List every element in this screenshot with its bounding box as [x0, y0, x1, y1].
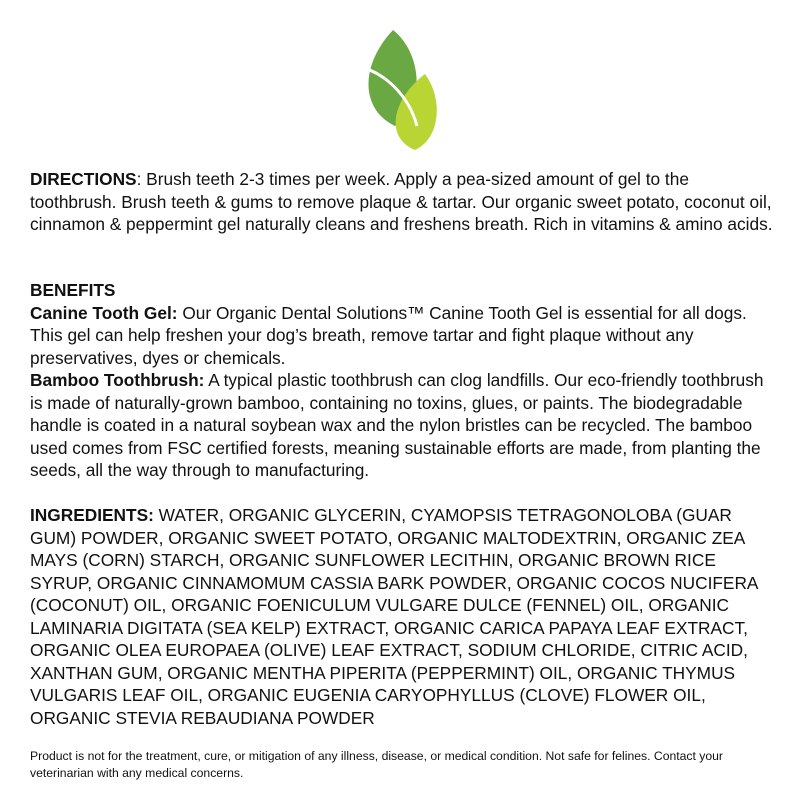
benefits-heading: BENEFITS	[30, 280, 116, 300]
benefit-item-toothbrush	[30, 369, 775, 482]
benefit-item-tooth-gel	[30, 302, 775, 370]
benefit-label-tooth-gel: Canine Tooth Gel:	[30, 302, 178, 323]
benefit-text-tooth-gel: Our Organic Dental Solutions™ Canine Tooth Gel is essential for all dogs. This gel can help freshen your dog’s breath, remove tartar and fight plaque without any preservatives, dyes or chemicals.	[30, 302, 747, 368]
ingredients-text: WATER, ORGANIC GLYCERIN, CYAMOPSIS TETRAGONOLOBA (GUAR GUM) POWDER, ORGANIC SWEET POTATO, ORGANIC MALTODEXTRIN, ORGANIC ZEA MAYS (CORN) STARCH, ORGANIC SUNFLOWER LECITHIN, ORGANIC BROWN RICE SYRUP, ORGANIC CINNAMOMUM CASSIA BARK POWDER, ORGANIC COCOS NUCIFERA (COCONUT) OIL, ORGANIC FOENICULUM VULGARE DULCE (FENNEL) OIL, ORGANIC LAMINARIA DIGITATA (SEA KELP) EXTRACT, ORGANIC CARICA PAPAYA LEAF EXTRACT, ORGANIC OLEA EUROPAEA (OLIVE) LEAF EXTRACT, SODIUM CHLORIDE, CITRIC ACID, XANTHAN GUM, ORGANIC MENTHA PIPERITA (PEPPERMINT) OIL, ORGANIC THYMUS VULGARIS LEAF OIL, ORGANIC EUGENIA CARYOPHYLLUS (CLOVE) FLOWER OIL, ORGANIC STEVIA REBAUDIANA POWDER	[30, 505, 758, 728]
directions-text: : Brush teeth 2-3 times per week. Apply a pea-sized amount of gel to the toothbrush. Brush teeth & gums to remove plaque & tartar. Our organic sweet potato, coconut oil, cinnamon & peppermint gel naturally cleans and freshens breath. Rich in vitamins & amino acids.	[30, 169, 773, 234]
directions-section	[30, 168, 775, 236]
directions-paragraph	[30, 168, 775, 236]
disclaimer-text: Product is not for the treatment, cure, or mitigation of any illness, disease, or medical condition. Not safe for felines. Contact your veterinarian with any medical concerns.	[30, 749, 723, 780]
leaf-icon	[355, 26, 445, 151]
benefit-text-toothbrush: A typical plastic toothbrush can clog landfills. Our eco-friendly toothbrush is made of naturally-grown bamboo, containing no toxins, glues, or paints. The biodegradable handle is coated in a natural soybean wax and the nylon bristles can be recycled. The bamboo used comes from FSC certified forests, meaning sustainable efforts are made, from planting the seeds, all the way through to manufacturing.	[30, 370, 764, 480]
ingredients-label: INGREDIENTS:	[30, 505, 154, 525]
benefit-label-toothbrush: Bamboo Toothbrush:	[30, 370, 205, 390]
ingredients-paragraph	[30, 504, 775, 729]
ingredients-section	[30, 504, 775, 729]
benefits-section	[30, 279, 775, 482]
directions-label: DIRECTIONS	[30, 169, 137, 189]
